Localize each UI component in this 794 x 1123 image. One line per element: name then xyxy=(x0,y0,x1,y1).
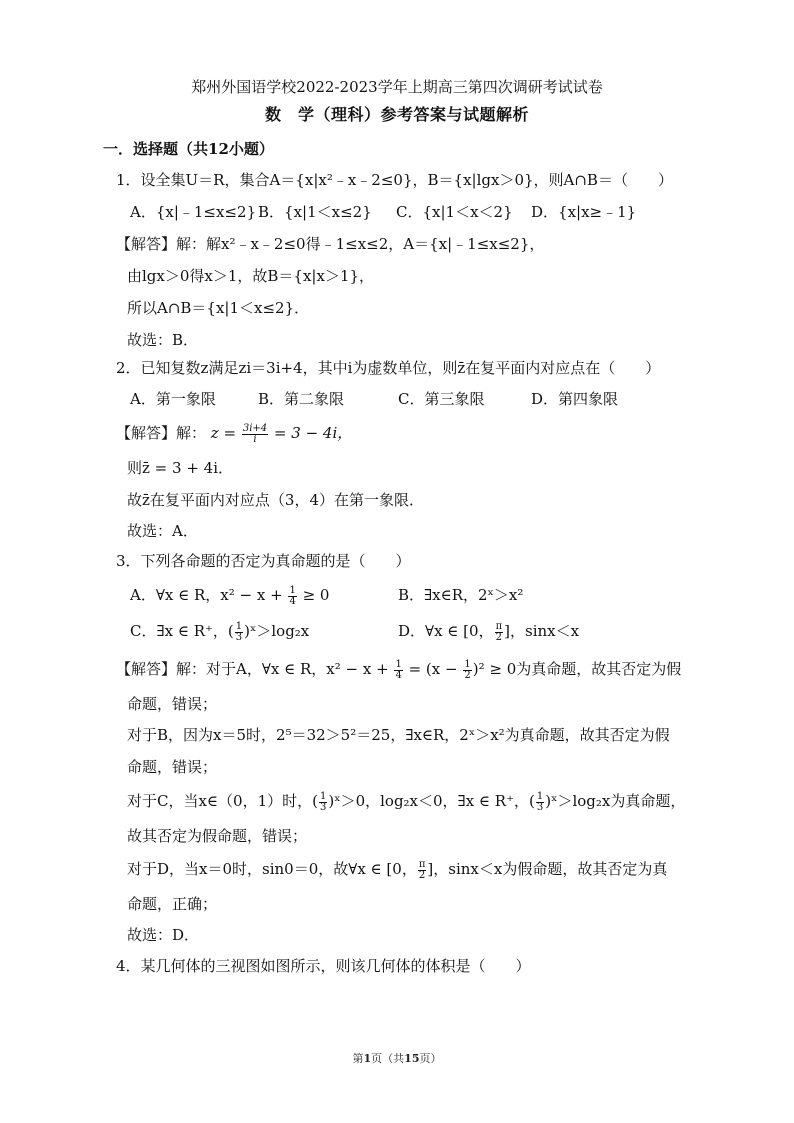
fraction-denominator: 2 xyxy=(418,869,426,881)
q3-option-b: B．∃x∈R，2ˣ＞x² xyxy=(398,586,524,604)
fraction-denominator: 2 xyxy=(495,631,503,643)
fraction-denominator: 3 xyxy=(235,631,243,643)
fraction xyxy=(235,622,243,643)
fraction-numerator: 1 xyxy=(235,620,243,632)
q3-answer: 故选：D． xyxy=(127,926,200,944)
exam-title: 郑州外国语学校2022-2023学年上期高三第四次调研考试试卷 xyxy=(191,78,603,96)
q2-option-b: B．第二象限 xyxy=(258,390,345,408)
footer-prefix: 第 xyxy=(352,1052,364,1065)
q3-solution-text: = (x − xyxy=(408,660,458,678)
q3-option-c xyxy=(130,621,309,643)
fraction xyxy=(288,586,296,607)
q3-option-d-text: D．∀x ∈ [0， xyxy=(398,622,494,640)
q1-option-c: C．{x|1＜x＜2} xyxy=(396,203,513,221)
fraction-denominator: 3 xyxy=(536,801,544,813)
q1-solution-line: 由lgx＞0得x＞1，故B＝{x|x＞1}， xyxy=(127,267,375,285)
fraction-denominator: 3 xyxy=(319,801,327,813)
fraction-denominator: 4 xyxy=(395,669,402,681)
footer-mid: 页（共 xyxy=(371,1052,405,1065)
q3-solution-line: 命题，正确； xyxy=(127,895,218,913)
q3-solution-text: 对于C，当x∈（0，1）时，( xyxy=(127,792,318,810)
q3-solution-line: 命题，错误； xyxy=(127,758,218,776)
q2-answer: 故选：A． xyxy=(127,522,198,540)
q3-option-d xyxy=(398,621,579,643)
q3-solution-text: )² ≥ 0为真命题，故其否定为假 xyxy=(472,660,682,678)
q3-stem: 3．下列各命题的否定为真命题的是（ ） xyxy=(116,552,411,570)
fraction-numerator: π xyxy=(495,620,503,632)
q1-answer: 故选：B． xyxy=(127,331,199,349)
fraction xyxy=(495,622,504,643)
q3-option-a xyxy=(130,585,329,607)
fraction xyxy=(242,424,268,445)
q1-solution-line: 所以A∩B＝{x|1＜x≤2}． xyxy=(127,299,310,317)
q3-solution-text: 【解答】解：对于A，∀x ∈ R，x² − x + xyxy=(116,660,389,678)
q3-solution-text: )ˣ＞0，log₂x＜0，∃x ∈ R⁺，( xyxy=(328,792,535,810)
q3-solution-text: 对于D，当x＝0时，sin0＝0，故∀x ∈ [0， xyxy=(127,860,417,878)
q1-option-b: B．{x|1＜x≤2} xyxy=(258,203,372,221)
q1-option-d: D．{x|x≥﹣1} xyxy=(531,203,637,221)
q4-stem: 4．某几何体的三视图如图所示，则该几何体的体积是（ ） xyxy=(116,957,531,975)
fraction xyxy=(319,792,327,813)
q3-solution-line xyxy=(116,659,681,681)
q3-option-c-text: C．∃x ∈ R⁺，( xyxy=(130,622,234,640)
q2-solution-prefix: 【解答】解： xyxy=(116,424,207,442)
q1-option-a: A．{x|﹣1≤x≤2} xyxy=(130,203,257,221)
q2-stem: 2．已知复数z满足zi＝3i+4，其中i为虚数单位，则z̄在复平面内对应点在（ ） xyxy=(116,359,661,377)
footer-page-number: 1 xyxy=(363,1052,372,1065)
footer-total-pages: 15 xyxy=(404,1052,420,1065)
q3-solution-line xyxy=(127,791,685,813)
q3-option-c-text: )ˣ＞log₂x xyxy=(244,622,310,640)
fraction-numerator: 1 xyxy=(464,658,471,670)
q2-solution-line xyxy=(116,423,352,445)
q1-stem: 1．设全集U＝R，集合A＝{x|x²﹣x﹣2≤0}，B＝{x|lgx＞0}，则A∩B＝（ ） xyxy=(116,171,673,189)
q3-solution-text: )ˣ＞log₂x为真命题， xyxy=(545,792,686,810)
q2-solution-result: = 3 − 4i， xyxy=(273,424,353,442)
fraction-denominator: 2 xyxy=(464,669,471,681)
fraction-denominator: 4 xyxy=(289,595,296,607)
q2-solution-line: 则z̄ = 3 + 4i． xyxy=(127,459,233,477)
q2-solution-line: 故z̄在复平面内对应点（3，4）在第一象限． xyxy=(127,491,424,509)
q3-solution-line: 故其否定为假命题，错误； xyxy=(127,827,308,845)
exam-subtitle: 数 学（理科）参考答案与试题解析 xyxy=(264,105,529,124)
q3-solution-line: 命题，错误； xyxy=(127,695,218,713)
q2-option-a: A．第一象限 xyxy=(130,390,216,408)
fraction xyxy=(463,660,471,681)
q3-option-d-text: ]，sinx＜x xyxy=(504,622,580,640)
fraction-numerator: 3i+4 xyxy=(242,422,268,434)
fraction-numerator: π xyxy=(418,858,426,870)
q1-solution-line: 【解答】解：解x²﹣x﹣2≤0得﹣1≤x≤2，A＝{x|﹣1≤x≤2}， xyxy=(116,235,545,253)
fraction-numerator: 1 xyxy=(536,790,544,802)
footer-suffix: 页） xyxy=(419,1052,442,1065)
fraction xyxy=(394,660,402,681)
fraction xyxy=(536,792,544,813)
fraction-numerator: 1 xyxy=(319,790,327,802)
q3-solution-line xyxy=(127,859,667,881)
fraction-numerator: 1 xyxy=(289,584,296,596)
fraction-denominator: i xyxy=(253,433,257,445)
q2-z-symbol: z = xyxy=(210,424,237,442)
fraction-numerator: 1 xyxy=(395,658,402,670)
fraction xyxy=(418,860,427,881)
q2-option-c: C．第三象限 xyxy=(398,390,485,408)
q2-option-d: D．第四象限 xyxy=(531,390,619,408)
q3-option-a-text: ≥ 0 xyxy=(302,586,330,604)
q3-solution-text: ]，sinx＜x为假命题，故其否定为真 xyxy=(427,860,668,878)
q3-solution-line: 对于B，因为x＝5时，2⁵＝32＞5²＝25，∃x∈R，2ˣ＞x²为真命题，故其否定为假 xyxy=(127,726,670,744)
page-footer xyxy=(0,1050,794,1066)
q3-option-a-text: A．∀x ∈ R，x² − x + xyxy=(130,586,283,604)
section-heading: 一．选择题（共12小题） xyxy=(103,140,274,158)
